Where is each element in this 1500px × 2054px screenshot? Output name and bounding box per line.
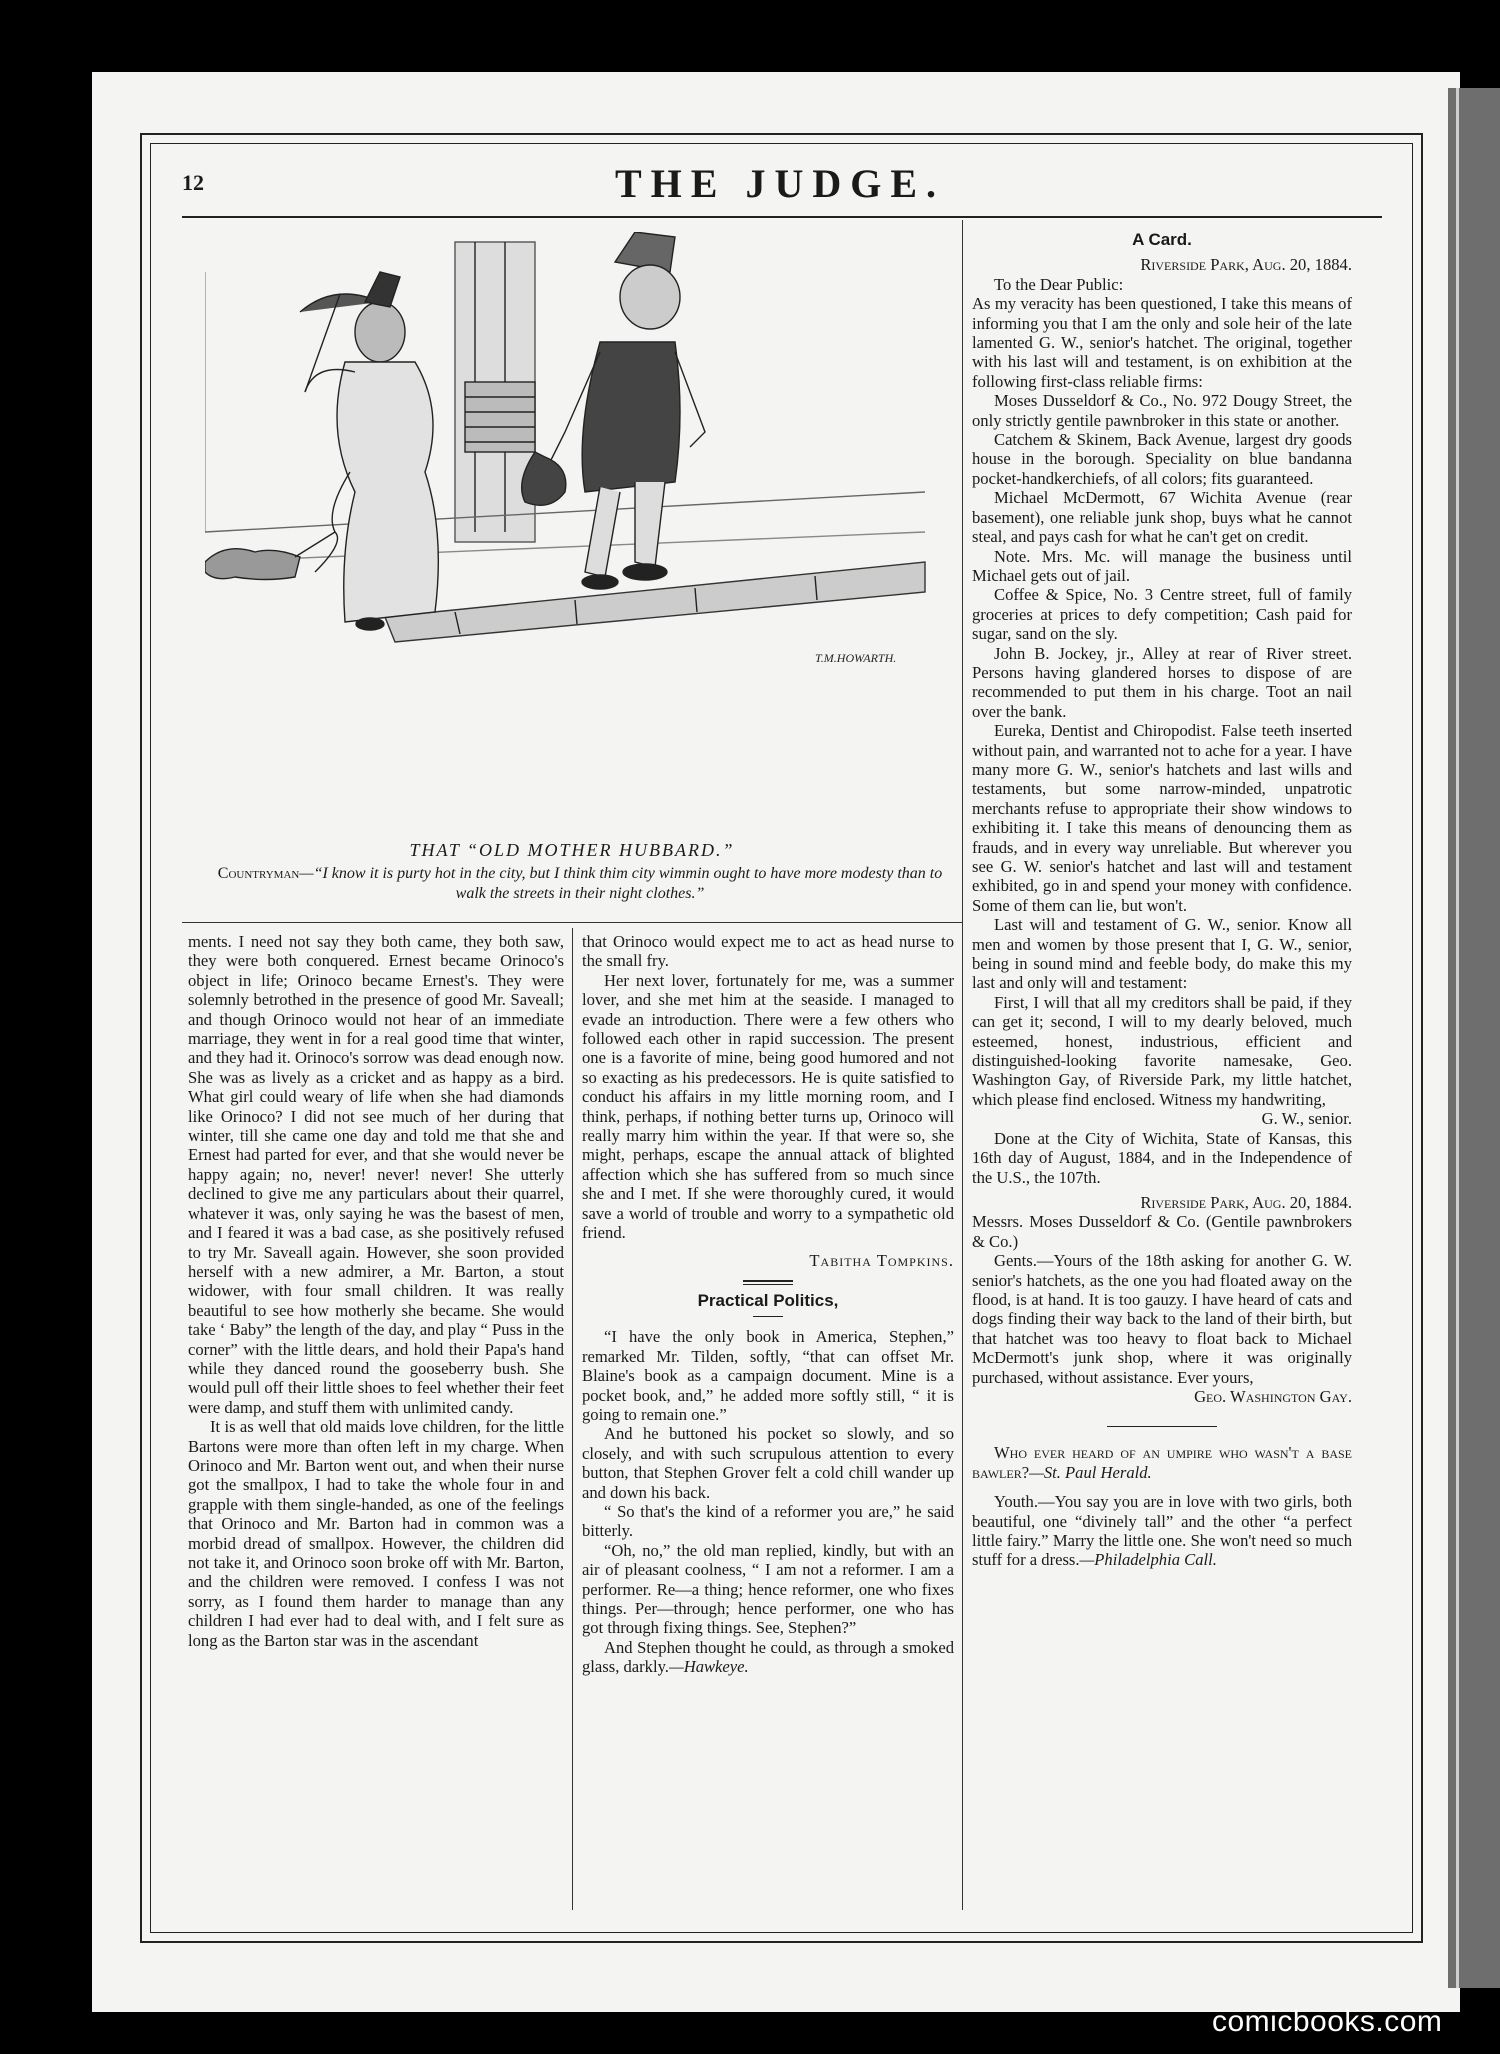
cartoon-caption-title: THAT “OLD MOTHER HUBBARD.”	[409, 840, 735, 860]
paragraph: Done at the City of Wichita, State of Kansas, this 16th day of August, 1884, and in the Independence of the U.S., the 107th.	[972, 1128, 1352, 1187]
paragraph-text: And Stephen thought he could, as through a smoked glass, darkly.	[582, 1637, 954, 1677]
paragraph: Coffee & Spice, No. 3 Centre street, full of family groceries at prices to defy competition; Cash paid for sugar, sand on the sly.	[972, 585, 1352, 644]
paragraph: First, I will that all my creditors shall be paid, if they can get it; second, I will to my dearly beloved, much esteemed, honest, industrious, efficient and distinguished-looking favorite namesake, Geo. Washington Gay, of Riverside Park, my little hatchet, which please find enclosed. Witness my handwriting,	[972, 992, 1352, 1109]
paragraph: “I have the only book in America, Stephen,” remarked Mr. Tilden, softly, “that can offset Mr. Blaine's book as a campaign document. Mine is a pocket book, and,” he added more softly still, “ it is going to remain one.”	[582, 1327, 954, 1424]
paragraph: As my veracity has been questioned, I take this means of informing you that I am the only and sole heir of the late lamented G. W., senior's hatchet. The original, together with his last will and testament, is on exhibition at the following first-class reliable firms:	[972, 294, 1352, 391]
paragraph: And he buttoned his pocket so slowly, and so closely, and with such scrupulous attention to every button, that Stephen Grover felt a cold chill wander up and down his back.	[582, 1424, 954, 1502]
joke-text: Youth.—You say you are in love with two girls, both beautiful, one “divinely tall” and the other “a perfect little fairy.” Marry the little one. She won't need so much stuff for a dress.	[972, 1492, 1352, 1570]
masthead-title: THE JUDGE.	[614, 161, 946, 206]
dateline: Riverside Park, Aug. 20, 1884.	[1140, 1192, 1352, 1212]
paragraph	[972, 1443, 1352, 1482]
source-credit: —Hawkeye.	[668, 1657, 749, 1677]
site-watermark: comicbooks.com	[1212, 2005, 1443, 2038]
section-divider	[743, 1280, 793, 1285]
article-column-left	[188, 932, 564, 1650]
cartoon-bottom-rule	[182, 922, 962, 923]
paragraph: Last will and testament of G. W., senior. Know all men and women by those present that I, G. W., senior, being in sound mind and feeble body, do make this my last and only will and testament:	[972, 915, 1352, 993]
story-signature: Tabitha Tompkins.	[809, 1250, 954, 1270]
paragraph: Note. Mrs. Mc. will manage the business until Michael gets out of jail.	[972, 546, 1352, 585]
heading-rule	[753, 1316, 783, 1317]
source-credit: —Philadelphia Call.	[1079, 1550, 1217, 1570]
artist-signature: T.M.HOWARTH.	[815, 651, 897, 665]
will-signature: G. W., senior.	[1261, 1109, 1352, 1129]
masthead-rule	[182, 216, 1382, 218]
paragraph: John B. Jockey, jr., Alley at rear of River street. Persons having glandered horses to dispose of are recommended to put them in his charge. Toot an nail over the bank.	[972, 643, 1352, 721]
paragraph: Her next lover, fortunately for me, was a summer lover, and she met him at the seaside. I managed to evade an introduction. There were a few others who followed each other in rapid succession. The present one is a favorite of mine, being good humored and not so exacting as his predecessors. He is quite satisfied to conduct his affairs in my little morning room, and I think, perhaps, if nothing better turns up, Orinoco will really marry him within the year. If that were so, she might, perhaps, escape the annual attack of blighted affection which she has suffered from so much since she and I met. If she were thoroughly cured, it would save a world of trouble and worry to a sympathetic old friend.	[582, 970, 954, 1243]
paragraph: Gents.—Yours of the 18th asking for another G. W. senior's hatchets, as the one you had floated away on the flood, is at hand. It is too gauzy. I have heard of cats and dogs finding their way back to the land of their birth, but that hatchet was too heavy to float back to Michael McDermott's junk shop, where it was originally purchased, without assistance. Ever yours,	[972, 1251, 1352, 1387]
page-number: 12	[182, 170, 204, 195]
cartoon-caption-text	[210, 864, 950, 904]
paragraph: that Orinoco would expect me to act as head nurse to the small fry.	[582, 932, 954, 971]
paragraph: Michael McDermott, 67 Wichita Avenue (rear basement), one reliable junk shop, buys what he cannot steal, and pays cash for what he can't get on credit.	[972, 488, 1352, 547]
section-divider	[1107, 1426, 1217, 1427]
article-column-middle	[582, 932, 954, 1677]
cartoon-illustration	[205, 232, 935, 842]
addressee: Messrs. Moses Dusseldorf & Co. (Gentile pawnbrokers & Co.)	[972, 1212, 1352, 1251]
dateline: Riverside Park, Aug. 20, 1884.	[1140, 255, 1352, 275]
source-credit: —St. Paul Herald.	[1029, 1462, 1152, 1482]
salutation: To the Dear Public:	[994, 274, 1124, 294]
column-rule-middle	[572, 928, 573, 1910]
paragraph: Moses Dusseldorf & Co., No. 972 Dougy Street, the only strictly gentile pawnbroker in this state or another.	[972, 391, 1352, 430]
joke-text: Who ever heard of an umpire who wasn't a base bawler?	[972, 1443, 1352, 1482]
paragraph: “Oh, no,” the old man replied, kindly, but with an air of pleasant coolness, “ I am not a reformer. I am a performer. Re—a thing; hence reformer, one who fixes things. Per—through; hence performer, one who has got through fixing things. See, Stephen?”	[582, 1540, 954, 1638]
paragraph: ments. I need not say they both came, they both saw, they were both conquered. Ernest became Orinoco's object in life; Orinoco became Ernest's. They were solemnly betrothed in the presence of good Mr. Saveall; and though Orinoco would not hear of an immediate marriage, they went in for a real good time that winter, and they had it. Orinoco's sorrow was dead enough now. She was as lively as a cricket and as happy as a bird. What girl could weary of life when she had diamonds like Orinoco? I did not see much of her during that winter, till she came one day and told me that she and Ernest had parted for ever, and that she would never be happy again; no, never! never! never! She utterly declined to give me any particulars about their quarrel, whatever it was, only saying he was the basest of men, and I feared it was a bad case, as she positively refused to try Mr. Saveall again. However, she soon provided herself with a new admirer, a Mr. Barton, a stout widower, with four small children. It was really beautiful to see how motherly she became. She would take ‘ Baby” the length of the day, and play “ Puss in the corner” with the little dears, and hold their Papa's hand while they danced round the gooseberry bush. She would pull off their little shoes to feel whether their feet were damp, and stuff them with unlimited candy.	[188, 932, 564, 1417]
paragraph	[972, 1492, 1352, 1570]
paragraph: It is as well that old maids love children, for the little Bartons were more than often left in my charge. When Orinoco and Mr. Barton went out, and when their nurse got the smallpox, I had to take the whole four in and grapple with them single-handed, as one of the feelings that Orinoco and Mr. Barton had in common was a morbid dread of smallpox. However, the children did not take it, and Orinoco soon broke off with Mr. Barton, and the children were removed. I confess I was not sorry, as I found them harder to manage than any children I had ever had to deal with, and I felt sure as long as the Barton star was in the ascendant	[188, 1417, 564, 1650]
paragraph: Eureka, Dentist and Chiropodist. False teeth inserted without pain, and warranted not to ache for a year. I have many more G. W., senior's hatchets and last wills and testaments, but some narrow-minded, unpatrotic merchants refuse to appropriate their show windows to exhibiting it. I take this means of denouncing them as frauds, and in every way unreliable. But wherever you see G. W. senior's hatchet and last will and testament exhibited, go in and spend your money with confidence. Some of them can lie, but won't.	[972, 721, 1352, 915]
section-heading: Practical Politics,	[697, 1290, 839, 1310]
caption-speaker: Countryman	[217, 865, 300, 882]
caption-quote: —“I know it is purty hot in the city, but I think thim city wimmin ought to have more modesty than to walk the streets in their night clothes.”	[299, 865, 943, 902]
card-heading: A Card.	[1132, 230, 1192, 249]
letter-signature: Geo. Washington Gay.	[1194, 1386, 1352, 1406]
paragraph: “ So that's the kind of a reformer you are,” he said bitterly.	[582, 1501, 954, 1541]
article-column-right	[972, 230, 1352, 1570]
spine-edge	[1456, 88, 1459, 1988]
column-rule-right	[962, 220, 963, 1910]
paragraph	[582, 1638, 954, 1677]
paragraph: Catchem & Skinem, Back Avenue, largest dry goods house in the borough. Speciality on blue bandanna pocket-handkerchiefs, of all colors; fits guaranteed.	[972, 430, 1352, 488]
